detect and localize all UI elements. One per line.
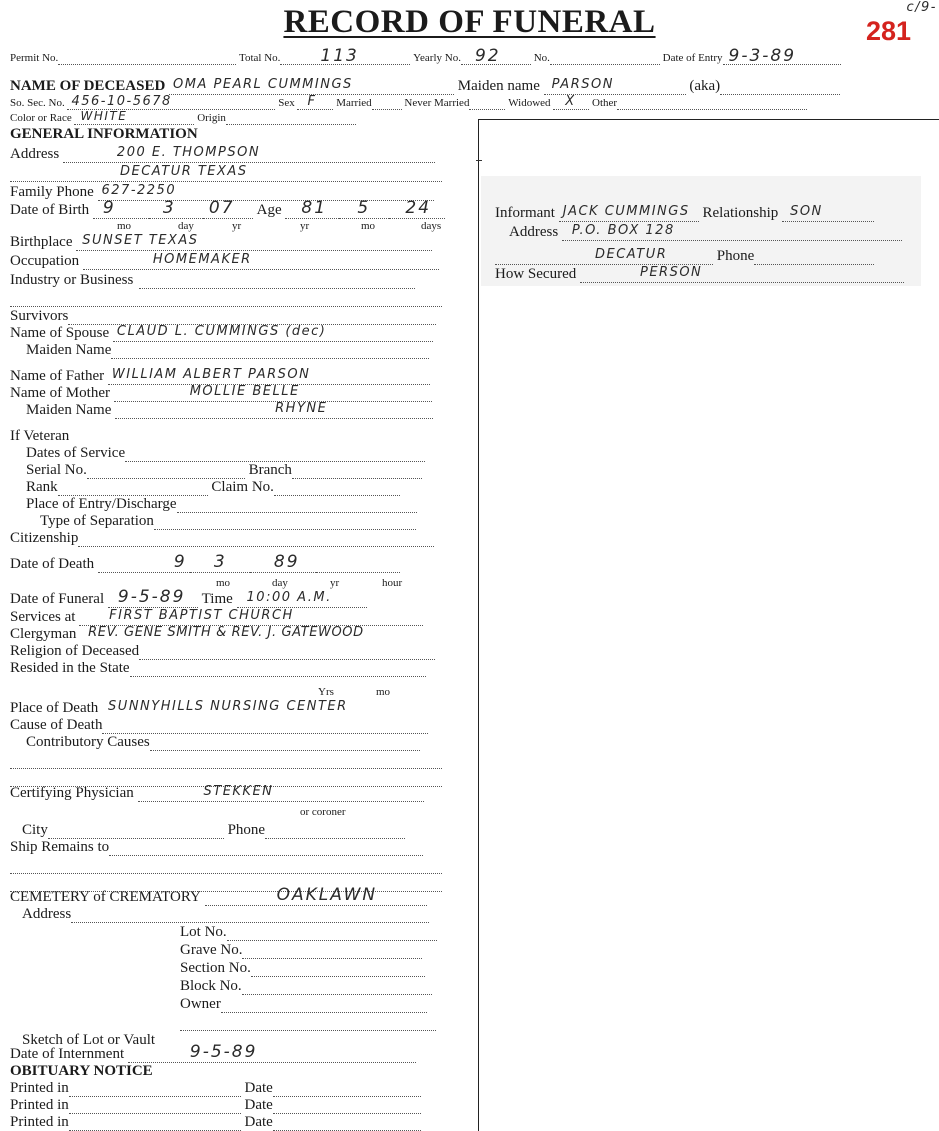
city-phone-row: [22, 822, 405, 839]
address-value-line2: DECATUR TEXAS: [120, 164, 248, 179]
dod-day-value: 3: [213, 552, 227, 572]
age-days-value: 24: [405, 198, 432, 218]
informant-address-value-line1: P.O. BOX 128: [571, 223, 675, 238]
owner-row: [180, 996, 427, 1013]
informant-address-field: [562, 224, 902, 241]
claim-no-label: Claim No.: [211, 479, 274, 495]
name-of-mother-label: Name of Mother: [10, 385, 110, 401]
informant-address-row: [509, 224, 902, 241]
printed-in-row-1: [10, 1080, 421, 1097]
name-of-father-label: Name of Father: [10, 368, 105, 384]
date-of-funeral-value: 9-5-89: [117, 587, 186, 607]
permit-no-field: [58, 64, 236, 65]
block-no-field: [242, 994, 432, 995]
industry-row: [10, 272, 415, 289]
border-tick-mark: [476, 160, 482, 161]
dates-of-service-row: [26, 445, 425, 462]
informant-label: Informant: [495, 205, 555, 221]
separation-row: [40, 513, 416, 530]
spouse-row: [10, 325, 433, 342]
family-phone-value: 627-2250: [101, 183, 177, 198]
name-of-mother-value: MOLLIE BELLE: [189, 384, 300, 399]
entry-discharge-row: [26, 496, 417, 513]
mother-maiden-row: [26, 402, 433, 419]
cemetery-label: CEMETERY of CREMATORY: [10, 889, 201, 905]
occupation-label: Occupation: [10, 253, 80, 269]
date-of-internment-value: 9-5-89: [189, 1042, 258, 1062]
occupation-row: [10, 253, 439, 270]
ss-row: [10, 94, 807, 110]
name-of-deceased-value: OMA PEARL CUMMINGS: [173, 77, 353, 92]
family-phone-field: [98, 184, 434, 201]
printed-in-row-3: [10, 1114, 421, 1131]
grave-no-label: Grave No.: [180, 942, 243, 958]
dob-year-value: 07: [208, 198, 235, 218]
clergyman-value: REV. GENE SMITH & REV. J. GATEWOOD: [88, 625, 364, 640]
time-value: 10:00 A.M.: [246, 590, 332, 605]
dod-year-value: 89: [273, 552, 300, 572]
printed-in-label: Printed in: [10, 1097, 69, 1113]
date-of-internment-label: Date of Internment: [10, 1046, 125, 1062]
permit-row: [10, 46, 841, 66]
city-label: City: [22, 822, 48, 838]
corner-handwritten-note: c/9-: [906, 0, 937, 15]
cemetery-value: OAKLAWN: [276, 885, 378, 905]
occupation-field: [83, 253, 439, 270]
ship-remains-field: [109, 855, 423, 856]
dob-mo-caption: mo: [117, 220, 132, 232]
widowed-value: X: [565, 94, 576, 109]
how-secured-field: [580, 266, 904, 283]
printed-in-label: Printed in: [10, 1080, 69, 1096]
name-of-mother-field: [114, 385, 432, 402]
maiden-name-label: Maiden name: [457, 78, 540, 94]
permit-no-label: Permit No.: [10, 52, 59, 64]
race-row: [10, 109, 356, 125]
contributory-row: [26, 734, 420, 751]
dod-day-field: [190, 552, 250, 573]
informant-row: [495, 205, 874, 222]
dob-month-field: [93, 198, 149, 219]
cemetery-address-row: [22, 906, 429, 923]
dod-yr-caption: yr: [330, 577, 340, 589]
clergyman-label: Clergyman: [10, 626, 77, 642]
resided-row: [10, 660, 426, 677]
services-at-label: Services at: [10, 609, 76, 625]
branch-label: Branch: [248, 462, 292, 478]
address-row: [10, 146, 435, 163]
no-label: No.: [533, 52, 550, 64]
industry-label: Industry or Business: [10, 272, 134, 288]
sex-label: Sex: [278, 97, 295, 109]
other-label: Other: [592, 97, 618, 109]
never-married-field: [469, 109, 505, 110]
lot-no-field: [227, 940, 437, 941]
contributory-field: [150, 750, 420, 751]
address-value-line1: 200 E. THOMPSON: [116, 145, 261, 160]
printed-date-label: Date: [244, 1114, 273, 1130]
services-at-value: FIRST BAPTIST CHURCH: [109, 608, 294, 623]
section-no-row: [180, 960, 425, 977]
certifying-physician-field: [138, 785, 424, 802]
aka-field: [720, 94, 840, 95]
mother-maiden-name-value: RHYNE: [275, 401, 328, 416]
owner-field-2: [180, 1030, 436, 1031]
ship-remains-row: [10, 839, 423, 856]
aka-label: (aka): [689, 78, 721, 94]
occupation-value: HOMEMAKER: [152, 252, 252, 267]
sex-value: F: [307, 94, 317, 109]
printed-date-label: Date: [244, 1080, 273, 1096]
dates-of-service-label: Dates of Service: [26, 445, 126, 461]
rank-label: Rank: [26, 479, 58, 495]
contributory-label: Contributory Causes: [26, 734, 150, 750]
right-section-top-border: [478, 119, 939, 120]
date-of-funeral-field: [108, 587, 198, 608]
resided-mo-caption: mo: [376, 686, 391, 698]
general-information-heading: GENERAL INFORMATION: [10, 126, 198, 142]
family-phone-label: Family Phone: [10, 184, 94, 200]
yearly-no-value: 92: [474, 46, 501, 66]
date-of-entry-label: Date of Entry: [662, 52, 723, 64]
cemetery-row: [10, 885, 427, 906]
ss-no-label: So. Sec. No.: [10, 97, 65, 109]
age-months-field: [339, 198, 389, 219]
origin-field: [226, 124, 356, 125]
name-of-spouse-value: CLAUD L. CUMMINGS (dec): [116, 324, 327, 339]
color-or-race-value: WHITE: [80, 109, 128, 123]
lot-no-row: [180, 924, 437, 941]
married-field: [372, 109, 402, 110]
block-no-row: [180, 978, 432, 995]
date-of-birth-label: Date of Birth: [10, 202, 90, 218]
age-days-field: [389, 198, 445, 219]
ship-remains-row-2: [10, 857, 442, 874]
resided-label: Resided in the State: [10, 660, 130, 676]
religion-row: [10, 643, 435, 660]
address-row-2: [10, 165, 442, 182]
printed-in-row-2: [10, 1097, 421, 1114]
owner-row-2: [180, 1014, 436, 1031]
printed-date-label: Date: [244, 1097, 273, 1113]
birthplace-field: [76, 234, 432, 251]
cemetery-address-field: [71, 922, 429, 923]
or-coroner-caption: or coroner: [300, 806, 346, 818]
obituary-notice-heading: OBITUARY NOTICE: [10, 1063, 153, 1079]
mother-row: [10, 385, 432, 402]
address-field: [63, 146, 435, 163]
total-no-value: 113: [320, 46, 359, 66]
name-of-spouse-label: Name of Spouse: [10, 325, 110, 341]
age-mo-caption: mo: [361, 220, 376, 232]
birthplace-row: [10, 234, 432, 251]
place-of-death-label: Place of Death: [10, 700, 99, 716]
cause-of-death-label: Cause of Death: [10, 717, 103, 733]
certifying-physician-label: Certifying Physician: [10, 785, 134, 801]
place-of-death-value: SUNNYHILLS NURSING CENTER: [108, 699, 348, 714]
never-married-label: Never Married: [404, 97, 470, 109]
block-no-label: Block No.: [180, 978, 242, 994]
owner-field: [221, 1012, 427, 1013]
dob-month-value: 9: [102, 198, 116, 218]
yearly-no-label: Yearly No.: [413, 52, 461, 64]
age-years-value: 81: [301, 198, 328, 218]
total-no-field: [280, 46, 410, 66]
cemetery-address-label: Address: [22, 906, 72, 922]
grave-no-field: [242, 958, 422, 959]
certifying-physician-value: STEKKEN: [203, 784, 274, 799]
date-of-entry-field: [723, 46, 841, 66]
resided-yrs-caption: Yrs: [318, 686, 334, 698]
name-of-father-value: WILLIAM ALBERT PARSON: [111, 367, 311, 382]
widowed-label: Widowed: [508, 97, 551, 109]
industry-field-2: [10, 306, 442, 307]
name-of-deceased-field: [169, 78, 454, 95]
informant-phone-row: [495, 248, 874, 265]
age-years-field: [285, 198, 339, 219]
ss-no-value: 456-10-5678: [71, 94, 172, 109]
informant-value: JACK CUMMINGS: [562, 204, 690, 219]
rank-row: [26, 479, 400, 496]
mother-maiden-name-field: [115, 402, 433, 419]
informant-phone-label: Phone: [716, 248, 755, 264]
dod-month-value: 9: [173, 552, 187, 572]
informant-address-label: Address: [509, 224, 559, 240]
citizenship-row: [10, 530, 434, 547]
date-of-death-label: Date of Death: [10, 556, 95, 572]
printed-in-label: Printed in: [10, 1114, 69, 1130]
total-no-label: Total No.: [239, 52, 281, 64]
date-of-internment-field: [128, 1042, 416, 1063]
place-entry-discharge-label: Place of Entry/Discharge: [26, 496, 177, 512]
section-no-field: [251, 976, 425, 977]
relationship-label: Relationship: [702, 205, 779, 221]
age-yr-caption: yr: [300, 220, 310, 232]
internment-row: [10, 1042, 416, 1063]
age-months-value: 5: [357, 198, 371, 218]
religion-label: Religion of Deceased: [10, 643, 140, 659]
other-field: [617, 109, 807, 110]
dob-day-value: 3: [162, 198, 176, 218]
address-field-2: [10, 165, 442, 182]
page-number: 281: [866, 16, 912, 46]
dob-yr-caption: yr: [232, 220, 242, 232]
form-title: RECORD OF FUNERAL: [283, 4, 656, 40]
physician-row: [10, 785, 424, 802]
birthplace-label: Birthplace: [10, 234, 73, 250]
informant-address-value-line2: DECATUR: [595, 247, 668, 262]
serial-row: [26, 462, 422, 479]
citizenship-label: Citizenship: [10, 530, 79, 546]
informant-address-field-2: [495, 248, 713, 265]
ship-remains-field-2: [10, 873, 442, 874]
citizenship-field: [78, 546, 434, 547]
resided-field: [130, 676, 426, 677]
time-label: Time: [201, 591, 233, 607]
spouse-maiden-name-label: Maiden Name: [26, 342, 112, 358]
relationship-value: SON: [790, 204, 823, 219]
yearly-no-field: [461, 46, 531, 66]
cause-of-death-row: [10, 717, 428, 734]
section-no-label: Section No.: [180, 960, 251, 976]
date-of-death-row: [10, 552, 400, 573]
contributory-row-2: [10, 752, 442, 769]
dod-mo-caption: mo: [216, 577, 231, 589]
name-of-spouse-field: [113, 325, 433, 342]
lot-no-label: Lot No.: [180, 924, 227, 940]
cemetery-field: [205, 885, 427, 906]
age-days-caption: days: [421, 220, 442, 232]
clergyman-row: [10, 626, 432, 643]
type-of-separation-label: Type of Separation: [40, 513, 154, 529]
name-of-deceased-label: NAME OF DECEASED: [10, 78, 166, 94]
sketch-label: Sketch of Lot or Vault: [22, 1032, 156, 1048]
origin-label: Origin: [197, 112, 226, 124]
dob-year-field: [203, 198, 253, 219]
birthplace-value: SUNSET TEXAS: [82, 233, 199, 248]
right-section-left-border: [478, 119, 479, 1131]
maiden-name-field: [544, 78, 686, 95]
how-secured-row: [495, 266, 904, 283]
dod-hour-field: [316, 572, 400, 573]
how-secured-value: PERSON: [639, 265, 703, 280]
how-secured-label: How Secured: [495, 266, 577, 282]
serial-no-label: Serial No.: [26, 462, 87, 478]
color-or-race-label: Color or Race: [10, 112, 72, 124]
dod-day-caption: day: [272, 577, 288, 589]
sex-field: [297, 94, 333, 110]
survivors-label: Survivors: [10, 308, 69, 324]
relationship-field: [782, 205, 874, 222]
informant-field: [559, 205, 699, 222]
spouse-maiden-row: [26, 342, 429, 359]
time-field: [237, 591, 367, 608]
maiden-name-value: PARSON: [551, 77, 614, 92]
color-or-race-field: [74, 109, 194, 125]
grave-no-row: [180, 942, 422, 959]
phone-label: Phone: [227, 822, 266, 838]
married-label: Married: [336, 97, 372, 109]
name-row: [10, 78, 840, 95]
dob-day-field: [149, 198, 203, 219]
date-of-entry-value: 9-3-89: [728, 46, 797, 66]
industry-row-2: [10, 290, 442, 307]
age-label: Age: [256, 202, 282, 218]
dod-hour-caption: hour: [382, 577, 403, 589]
address-label: Address: [10, 146, 60, 162]
industry-field: [139, 288, 415, 289]
date-of-birth-row: [10, 198, 445, 219]
date-of-funeral-label: Date of Funeral: [10, 591, 105, 607]
funeral-row: [10, 587, 367, 608]
mother-maiden-name-label: Maiden Name: [26, 402, 112, 418]
dob-day-caption: day: [178, 220, 194, 232]
informant-phone-field: [754, 264, 874, 265]
ship-remains-label: Ship Remains to: [10, 839, 110, 855]
dod-month-field: [98, 552, 190, 573]
widowed-field: [553, 94, 589, 110]
dod-year-field: [250, 552, 316, 573]
spouse-maiden-name-field: [111, 358, 429, 359]
owner-label: Owner: [180, 996, 221, 1012]
contributory-field-2: [10, 768, 442, 769]
no-field: [550, 64, 660, 65]
place-of-death-row: [10, 700, 436, 717]
if-veteran-label: If Veteran: [10, 428, 70, 444]
